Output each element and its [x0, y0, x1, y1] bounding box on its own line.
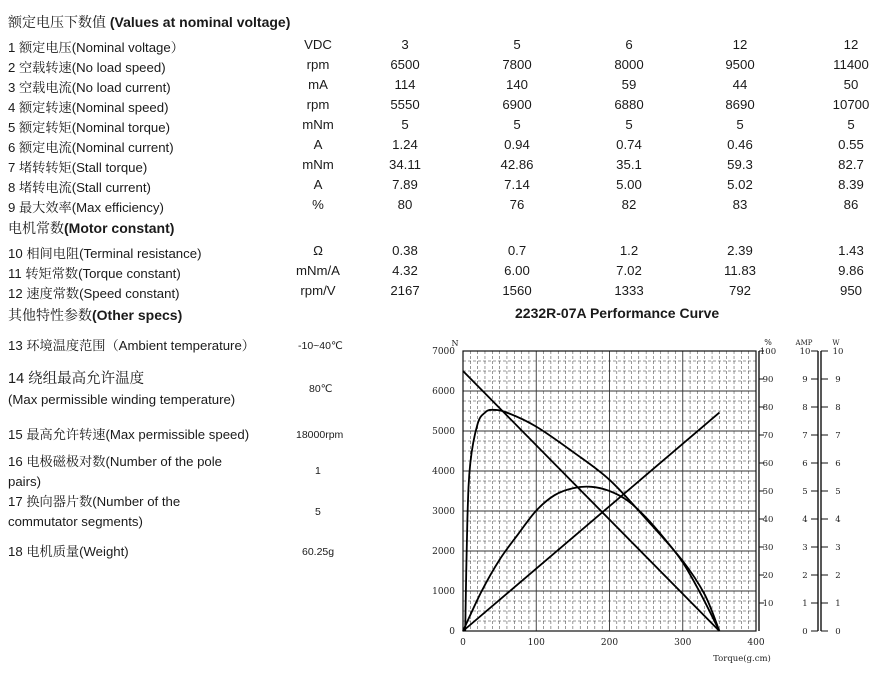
y-tick-label-left: 6000: [432, 387, 455, 397]
row-value: 11400: [833, 57, 869, 72]
x-tick-label: 200: [600, 638, 619, 648]
y-tick-label-left: 0: [449, 627, 455, 637]
y-tick-label-percent: 10: [762, 599, 774, 609]
y-tick-label-left: 4000: [432, 467, 455, 477]
row-unit: mNm: [302, 117, 334, 132]
row-value: 8690: [725, 97, 755, 112]
row-value: 2167: [390, 283, 420, 298]
row-label: 12 速度常数(Speed constant): [8, 286, 180, 301]
current-curve: [463, 413, 719, 631]
row-label: 10 相间电阻(Terminal resistance): [8, 246, 202, 261]
y-tick-label-amp: 0: [802, 627, 808, 637]
y-tick-label-percent: 50: [762, 487, 774, 497]
y-axis-label-left: N: [451, 339, 459, 348]
row-unit: rpm: [306, 97, 330, 112]
spec-max-speed-label: 15 最高允许转速(Max permissible speed): [8, 427, 250, 442]
y-tick-label-left: 1000: [432, 587, 455, 597]
y-tick-label-percent: 30: [762, 543, 774, 553]
table-row: [0, 263, 886, 283]
row-value: 0.7: [507, 243, 527, 258]
row-value: 82.7: [838, 157, 864, 172]
row-value: 86: [843, 197, 859, 212]
row-value: 6: [625, 37, 633, 52]
section-title-cn: 额定电压下数值: [8, 14, 110, 30]
y-tick-label-amp: 10: [799, 347, 811, 357]
row-label: 2 空载转速(No load speed): [8, 60, 166, 75]
row-value: 8000: [614, 57, 644, 72]
row-unit: mA: [308, 77, 328, 92]
y-tick-label-amp: 5: [802, 487, 808, 497]
spec-weight-value: 60.25g: [302, 546, 335, 558]
y-tick-label-watt: 6: [835, 459, 841, 469]
row-value: 7.14: [504, 177, 530, 192]
spec-weight-label: 18 电机质量(Weight): [8, 544, 129, 559]
row-value: 1.2: [619, 243, 639, 258]
y-tick-label-amp: 4: [802, 515, 808, 525]
section-title-other-specs: [8, 305, 182, 325]
row-value: 114: [394, 77, 416, 92]
row-label: 4 额定转速(Nominal speed): [8, 100, 169, 115]
row-value: 0.38: [392, 243, 418, 258]
row-unit: VDC: [304, 37, 332, 52]
y-tick-label-percent: 90: [762, 375, 774, 385]
y-axis-label-percent: %: [764, 338, 772, 347]
spec-ambient-temp-label: 13 环境温度范围（Ambient temperature）: [8, 338, 255, 353]
row-unit: A: [313, 177, 323, 192]
section-title-en: (Values at nominal voltage): [109, 14, 291, 30]
y-axis-label-amp: AMP: [795, 339, 813, 347]
spec-commutator-label-2: commutator segments): [8, 514, 143, 529]
spec-commutator-value: 5: [315, 506, 321, 518]
row-unit: rpm/V: [300, 283, 336, 298]
row-value: 8.39: [838, 177, 864, 192]
row-value: 0.74: [616, 137, 642, 152]
row-value: 4.32: [392, 263, 418, 278]
table-row: [0, 77, 886, 97]
y-tick-label-percent: 20: [762, 571, 774, 581]
spec-winding-temp-label-en: (Max permissible winding temperature): [8, 392, 236, 407]
table-row: [0, 37, 886, 57]
row-label: 11 转矩常数(Torque constant): [8, 266, 181, 281]
x-tick-label: 0: [460, 638, 466, 648]
row-label: 8 堵转电流(Stall current): [8, 180, 151, 195]
row-value: 1.43: [838, 243, 864, 258]
row-value: 1560: [502, 283, 532, 298]
row-label: 6 额定电流(Nominal current): [8, 140, 174, 155]
spec-winding-temp-value: 80℃: [309, 383, 333, 395]
y-tick-label-percent: 80: [762, 403, 774, 413]
row-value: 5: [625, 117, 633, 132]
row-value: 6880: [614, 97, 644, 112]
y-tick-label-watt: 1: [835, 599, 841, 609]
row-value: 76: [509, 197, 525, 212]
y-tick-label-amp: 6: [802, 459, 808, 469]
row-value: 792: [728, 283, 752, 298]
spec-ambient-temp-value: -10~40℃: [298, 340, 343, 352]
row-value: 9.86: [838, 263, 864, 278]
row-value: 9500: [725, 57, 755, 72]
row-value: 5: [513, 117, 521, 132]
table-row: [0, 137, 886, 157]
row-unit: rpm: [306, 57, 330, 72]
row-value: 5.02: [727, 177, 753, 192]
speed-curve: [463, 371, 719, 631]
row-value: 59: [621, 77, 637, 92]
y-tick-label-amp: 2: [802, 571, 808, 581]
table-row: [0, 243, 886, 263]
row-value: 7.02: [616, 263, 642, 278]
section-title-en: (Other specs): [92, 307, 183, 323]
y-tick-label-percent: 100: [759, 347, 777, 357]
row-value: 1.24: [392, 137, 418, 152]
row-value: 5: [401, 117, 409, 132]
spec-pole-pairs-label: 16 电极磁极对数(Number of the pole: [8, 454, 223, 469]
table-row: [0, 57, 886, 77]
row-value: 0.46: [727, 137, 753, 152]
row-value: 7800: [502, 57, 532, 72]
row-unit: Ω: [313, 243, 323, 258]
y-tick-label-watt: 9: [835, 375, 841, 385]
row-label: 7 堵转转矩(Stall torque): [8, 160, 148, 175]
y-tick-label-watt: 8: [835, 403, 841, 413]
row-value: 5: [736, 117, 744, 132]
spec-pole-pairs-value: 1: [315, 465, 321, 477]
power-curve: [463, 487, 719, 631]
y-tick-label-watt: 10: [832, 347, 844, 357]
row-value: 950: [839, 283, 863, 298]
row-value: 44: [732, 77, 748, 92]
row-unit: A: [313, 137, 323, 152]
y-tick-label-percent: 60: [762, 459, 774, 469]
row-value: 82: [621, 197, 637, 212]
section-title-en: (Motor constant): [64, 220, 175, 236]
spec-winding-temp-label: 14 绕组最高允许温度: [8, 371, 145, 387]
row-value: 10700: [832, 97, 870, 112]
table-row: [0, 157, 886, 177]
row-unit: mNm/A: [296, 263, 340, 278]
y-tick-label-left: 3000: [432, 507, 455, 517]
row-value: 12: [732, 37, 748, 52]
row-value: 0.55: [838, 137, 864, 152]
row-unit: mNm: [302, 157, 334, 172]
y-tick-label-watt: 0: [835, 627, 841, 637]
row-value: 5.00: [616, 177, 642, 192]
row-value: 42.86: [500, 157, 534, 172]
section-title-nominal: [8, 12, 290, 32]
x-axis-label: Torque(g.cm): [713, 654, 771, 664]
row-label: 3 空载电流(No load current): [8, 80, 171, 95]
row-label: 1 额定电压(Nominal voltage）: [8, 40, 184, 55]
y-tick-label-amp: 9: [802, 375, 808, 385]
row-value: 140: [505, 77, 529, 92]
y-tick-label-watt: 7: [835, 431, 841, 441]
y-tick-label-amp: 1: [802, 599, 808, 609]
y-tick-label-watt: 4: [835, 515, 841, 525]
y-tick-label-watt: 2: [835, 571, 841, 581]
row-value: 5: [513, 37, 521, 52]
row-value: 0.94: [504, 137, 530, 152]
row-value: 5: [847, 117, 855, 132]
row-value: 11.83: [723, 263, 757, 278]
section-title-motor-constant: [8, 218, 174, 238]
row-value: 59.3: [727, 157, 753, 172]
plot-frame: [463, 351, 756, 631]
row-value: 7.89: [392, 177, 418, 192]
row-value: 5550: [390, 97, 420, 112]
row-label: 5 额定转矩(Nominal torque): [8, 120, 170, 135]
table-row: [0, 197, 886, 217]
row-value: 50: [843, 77, 859, 92]
row-value: 2.39: [727, 243, 753, 258]
row-value: 6500: [390, 57, 420, 72]
y-tick-label-percent: 40: [762, 515, 774, 525]
chart-title: 2232R-07A Performance Curve: [515, 305, 720, 321]
x-tick-label: 300: [674, 638, 692, 648]
section-title-cn: 电机常数: [8, 220, 64, 236]
x-tick-label: 100: [527, 638, 545, 648]
row-value: 3: [401, 37, 409, 52]
row-value: 34.11: [388, 157, 422, 172]
x-tick-label: 400: [747, 638, 765, 648]
spec-commutator-label: 17 换向器片数(Number of the: [8, 494, 181, 509]
spec-max-speed-value: 18000rpm: [296, 429, 344, 441]
table-row: [0, 177, 886, 197]
y-tick-label-left: 7000: [432, 347, 455, 357]
y-axis-label-watt: W: [832, 339, 840, 347]
y-tick-label-watt: 3: [835, 543, 841, 553]
y-tick-label-left: 5000: [432, 427, 455, 437]
table-row: [0, 283, 886, 303]
y-tick-label-amp: 3: [802, 543, 808, 553]
y-tick-label-amp: 7: [802, 431, 808, 441]
row-value: 35.1: [616, 157, 642, 172]
row-value: 6.00: [504, 263, 530, 278]
row-unit: %: [312, 197, 324, 212]
row-value: 83: [732, 197, 748, 212]
row-value: 6900: [502, 97, 532, 112]
section-title-cn: 其他特性参数: [8, 307, 92, 323]
table-row: [0, 97, 886, 117]
efficiency-curve: [465, 410, 719, 631]
row-value: 1333: [614, 283, 644, 298]
row-value: 12: [843, 37, 859, 52]
row-value: 80: [397, 197, 413, 212]
y-tick-label-watt: 5: [835, 487, 841, 497]
spec-pole-pairs-label-2: pairs): [8, 474, 41, 489]
y-tick-label-amp: 8: [802, 403, 808, 413]
table-row: [0, 117, 886, 137]
y-tick-label-left: 2000: [432, 547, 455, 557]
y-tick-label-percent: 70: [762, 431, 774, 441]
row-label: 9 最大效率(Max efficiency): [8, 200, 164, 215]
